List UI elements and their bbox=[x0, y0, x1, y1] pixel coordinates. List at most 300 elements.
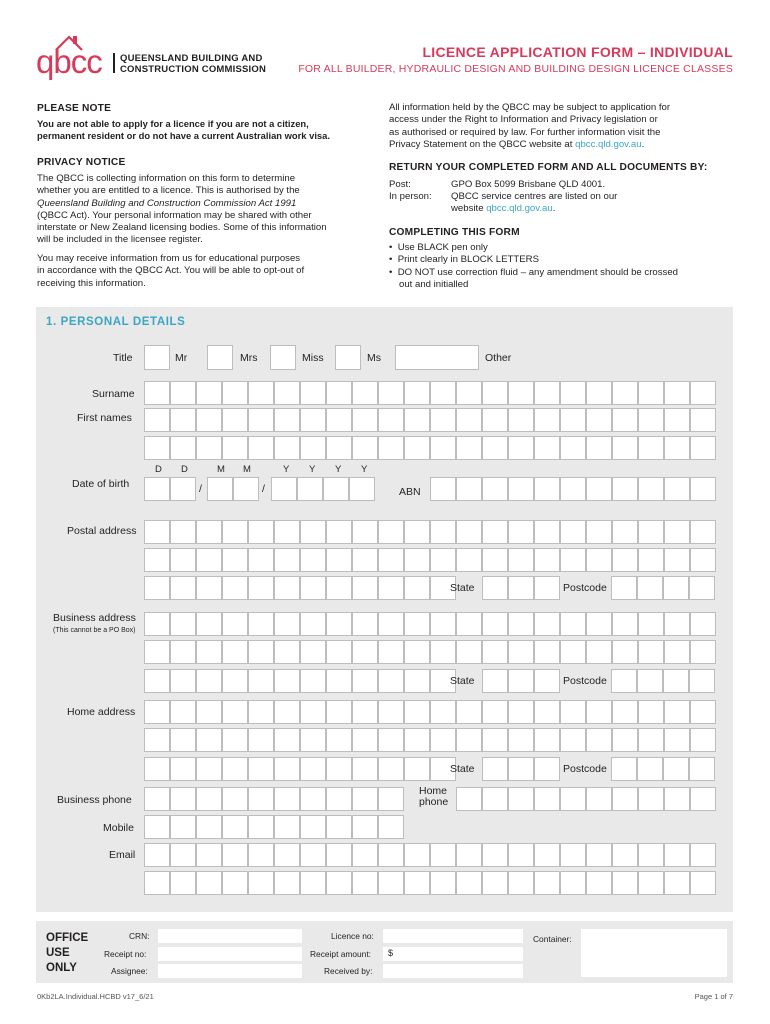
postal-address-char-box[interactable] bbox=[222, 548, 248, 572]
home-address-char-box[interactable] bbox=[248, 728, 274, 752]
postal-address-char-box[interactable] bbox=[456, 520, 482, 544]
home-address-char-box[interactable] bbox=[144, 757, 170, 781]
business-address-char-box[interactable] bbox=[352, 612, 378, 636]
postal-postcode-char-box[interactable] bbox=[663, 576, 689, 600]
home-address-char-box[interactable] bbox=[352, 728, 378, 752]
first-names-char-box[interactable] bbox=[534, 408, 560, 432]
postal-address-char-box[interactable] bbox=[248, 548, 274, 572]
business-address-char-box[interactable] bbox=[170, 640, 196, 664]
postal-state-char-box[interactable] bbox=[534, 576, 560, 600]
surname-char-box[interactable] bbox=[196, 381, 222, 405]
postal-state-char-box[interactable] bbox=[482, 576, 508, 600]
home-address-char-box[interactable] bbox=[300, 700, 326, 724]
dob-year-box[interactable] bbox=[271, 477, 297, 501]
business-address-char-box[interactable] bbox=[430, 640, 456, 664]
postal-address-char-box[interactable] bbox=[300, 520, 326, 544]
postal-address-char-box[interactable] bbox=[300, 548, 326, 572]
surname-char-box[interactable] bbox=[352, 381, 378, 405]
email-char-box[interactable] bbox=[170, 871, 196, 895]
receipt-amount-field[interactable] bbox=[383, 947, 523, 961]
first-names-char-box[interactable] bbox=[664, 436, 690, 460]
first-names-char-box[interactable] bbox=[352, 436, 378, 460]
first-names-char-box[interactable] bbox=[664, 408, 690, 432]
business-address-char-box[interactable] bbox=[378, 669, 404, 693]
surname-char-box[interactable] bbox=[508, 381, 534, 405]
first-names-char-box[interactable] bbox=[196, 436, 222, 460]
postal-postcode-char-box[interactable] bbox=[637, 576, 663, 600]
email-char-box[interactable] bbox=[664, 871, 690, 895]
email-char-box[interactable] bbox=[248, 843, 274, 867]
home-address-char-box[interactable] bbox=[326, 700, 352, 724]
business-address-char-box[interactable] bbox=[326, 612, 352, 636]
home-address-char-box[interactable] bbox=[560, 728, 586, 752]
postal-address-char-box[interactable] bbox=[248, 520, 274, 544]
surname-char-box[interactable] bbox=[638, 381, 664, 405]
first-names-char-box[interactable] bbox=[222, 436, 248, 460]
home-address-char-box[interactable] bbox=[612, 700, 638, 724]
email-char-box[interactable] bbox=[144, 871, 170, 895]
home-address-char-box[interactable] bbox=[144, 700, 170, 724]
business-phone-char-box[interactable] bbox=[300, 787, 326, 811]
home-state-char-box[interactable] bbox=[508, 757, 534, 781]
surname-char-box[interactable] bbox=[274, 381, 300, 405]
postal-address-char-box[interactable] bbox=[326, 520, 352, 544]
home-address-char-box[interactable] bbox=[170, 757, 196, 781]
email-char-box[interactable] bbox=[144, 843, 170, 867]
home-phone-char-box[interactable] bbox=[612, 787, 638, 811]
email-char-box[interactable] bbox=[612, 871, 638, 895]
postal-address-char-box[interactable] bbox=[170, 520, 196, 544]
mobile-char-box[interactable] bbox=[274, 815, 300, 839]
postal-address-char-box[interactable] bbox=[196, 576, 222, 600]
email-char-box[interactable] bbox=[638, 843, 664, 867]
home-postcode-char-box[interactable] bbox=[689, 757, 715, 781]
home-address-char-box[interactable] bbox=[352, 757, 378, 781]
surname-char-box[interactable] bbox=[248, 381, 274, 405]
surname-char-box[interactable] bbox=[664, 381, 690, 405]
first-names-char-box[interactable] bbox=[378, 408, 404, 432]
surname-char-box[interactable] bbox=[326, 381, 352, 405]
business-address-char-box[interactable] bbox=[144, 640, 170, 664]
business-state-char-box[interactable] bbox=[508, 669, 534, 693]
email-char-box[interactable] bbox=[612, 843, 638, 867]
home-address-char-box[interactable] bbox=[196, 757, 222, 781]
surname-char-box[interactable] bbox=[378, 381, 404, 405]
home-state-char-box[interactable] bbox=[482, 757, 508, 781]
email-char-box[interactable] bbox=[300, 871, 326, 895]
home-address-char-box[interactable] bbox=[560, 700, 586, 724]
postal-address-char-box[interactable] bbox=[222, 576, 248, 600]
business-address-char-box[interactable] bbox=[222, 640, 248, 664]
home-address-char-box[interactable] bbox=[456, 728, 482, 752]
home-address-char-box[interactable] bbox=[482, 728, 508, 752]
mobile-char-box[interactable] bbox=[352, 815, 378, 839]
email-char-box[interactable] bbox=[430, 843, 456, 867]
qbcc-website-link-2[interactable]: qbcc.qld.gov.au bbox=[486, 203, 553, 215]
business-address-char-box[interactable] bbox=[222, 612, 248, 636]
home-address-char-box[interactable] bbox=[222, 728, 248, 752]
email-char-box[interactable] bbox=[326, 843, 352, 867]
business-phone-char-box[interactable] bbox=[326, 787, 352, 811]
postal-address-char-box[interactable] bbox=[560, 548, 586, 572]
home-postcode-char-box[interactable] bbox=[663, 757, 689, 781]
home-address-char-box[interactable] bbox=[430, 728, 456, 752]
home-phone-char-box[interactable] bbox=[560, 787, 586, 811]
email-char-box[interactable] bbox=[430, 871, 456, 895]
business-address-char-box[interactable] bbox=[586, 640, 612, 664]
first-names-char-box[interactable] bbox=[300, 408, 326, 432]
home-address-char-box[interactable] bbox=[664, 700, 690, 724]
email-char-box[interactable] bbox=[352, 843, 378, 867]
postal-postcode-char-box[interactable] bbox=[689, 576, 715, 600]
postal-address-char-box[interactable] bbox=[352, 520, 378, 544]
business-address-char-box[interactable] bbox=[248, 640, 274, 664]
email-char-box[interactable] bbox=[326, 871, 352, 895]
business-address-char-box[interactable] bbox=[560, 612, 586, 636]
surname-char-box[interactable] bbox=[170, 381, 196, 405]
business-address-char-box[interactable] bbox=[690, 612, 716, 636]
home-phone-char-box[interactable] bbox=[456, 787, 482, 811]
email-char-box[interactable] bbox=[482, 871, 508, 895]
business-address-char-box[interactable] bbox=[352, 640, 378, 664]
business-address-char-box[interactable] bbox=[248, 669, 274, 693]
postal-address-char-box[interactable] bbox=[404, 576, 430, 600]
business-address-char-box[interactable] bbox=[144, 612, 170, 636]
business-address-char-box[interactable] bbox=[326, 640, 352, 664]
assignee-field[interactable] bbox=[158, 964, 302, 978]
business-address-char-box[interactable] bbox=[274, 669, 300, 693]
postal-state-char-box[interactable] bbox=[508, 576, 534, 600]
surname-char-box[interactable] bbox=[430, 381, 456, 405]
business-address-char-box[interactable] bbox=[352, 669, 378, 693]
abn-char-box[interactable] bbox=[664, 477, 690, 501]
business-address-char-box[interactable] bbox=[508, 612, 534, 636]
home-address-char-box[interactable] bbox=[274, 700, 300, 724]
home-address-char-box[interactable] bbox=[690, 728, 716, 752]
business-phone-char-box[interactable] bbox=[248, 787, 274, 811]
first-names-char-box[interactable] bbox=[404, 408, 430, 432]
mobile-char-box[interactable] bbox=[300, 815, 326, 839]
home-address-char-box[interactable] bbox=[248, 700, 274, 724]
postal-address-char-box[interactable] bbox=[274, 548, 300, 572]
home-state-char-box[interactable] bbox=[534, 757, 560, 781]
email-char-box[interactable] bbox=[378, 843, 404, 867]
home-phone-char-box[interactable] bbox=[638, 787, 664, 811]
business-address-char-box[interactable] bbox=[612, 640, 638, 664]
first-names-char-box[interactable] bbox=[690, 408, 716, 432]
business-address-char-box[interactable] bbox=[248, 612, 274, 636]
dob-day-box[interactable] bbox=[144, 477, 170, 501]
mobile-char-box[interactable] bbox=[222, 815, 248, 839]
first-names-char-box[interactable] bbox=[560, 408, 586, 432]
home-address-char-box[interactable] bbox=[404, 757, 430, 781]
email-char-box[interactable] bbox=[222, 871, 248, 895]
home-address-char-box[interactable] bbox=[274, 757, 300, 781]
postal-address-char-box[interactable] bbox=[482, 548, 508, 572]
business-state-char-box[interactable] bbox=[534, 669, 560, 693]
dob-year-box[interactable] bbox=[323, 477, 349, 501]
email-char-box[interactable] bbox=[274, 843, 300, 867]
home-address-char-box[interactable] bbox=[274, 728, 300, 752]
email-char-box[interactable] bbox=[586, 871, 612, 895]
postal-address-char-box[interactable] bbox=[352, 576, 378, 600]
home-address-char-box[interactable] bbox=[430, 700, 456, 724]
postal-address-char-box[interactable] bbox=[664, 520, 690, 544]
postal-postcode-char-box[interactable] bbox=[611, 576, 637, 600]
surname-char-box[interactable] bbox=[586, 381, 612, 405]
first-names-char-box[interactable] bbox=[248, 408, 274, 432]
home-address-char-box[interactable] bbox=[508, 728, 534, 752]
surname-char-box[interactable] bbox=[300, 381, 326, 405]
business-phone-char-box[interactable] bbox=[170, 787, 196, 811]
business-address-char-box[interactable] bbox=[326, 669, 352, 693]
first-names-char-box[interactable] bbox=[144, 408, 170, 432]
title-miss-checkbox[interactable] bbox=[270, 345, 296, 370]
business-postcode-char-box[interactable] bbox=[689, 669, 715, 693]
first-names-char-box[interactable] bbox=[586, 408, 612, 432]
home-address-char-box[interactable] bbox=[170, 728, 196, 752]
home-phone-char-box[interactable] bbox=[482, 787, 508, 811]
business-address-char-box[interactable] bbox=[612, 612, 638, 636]
postal-address-char-box[interactable] bbox=[326, 548, 352, 572]
first-names-char-box[interactable] bbox=[612, 436, 638, 460]
postal-address-char-box[interactable] bbox=[222, 520, 248, 544]
postal-address-char-box[interactable] bbox=[612, 520, 638, 544]
mobile-char-box[interactable] bbox=[196, 815, 222, 839]
home-address-char-box[interactable] bbox=[638, 700, 664, 724]
postal-address-char-box[interactable] bbox=[586, 520, 612, 544]
business-address-char-box[interactable] bbox=[404, 640, 430, 664]
email-char-box[interactable] bbox=[456, 843, 482, 867]
business-state-char-box[interactable] bbox=[482, 669, 508, 693]
business-address-char-box[interactable] bbox=[534, 612, 560, 636]
surname-char-box[interactable] bbox=[560, 381, 586, 405]
email-char-box[interactable] bbox=[248, 871, 274, 895]
postal-address-char-box[interactable] bbox=[690, 520, 716, 544]
email-char-box[interactable] bbox=[560, 843, 586, 867]
home-address-char-box[interactable] bbox=[378, 728, 404, 752]
business-address-char-box[interactable] bbox=[534, 640, 560, 664]
first-names-char-box[interactable] bbox=[456, 436, 482, 460]
postal-address-char-box[interactable] bbox=[352, 548, 378, 572]
home-address-char-box[interactable] bbox=[456, 700, 482, 724]
postal-address-char-box[interactable] bbox=[248, 576, 274, 600]
postal-address-char-box[interactable] bbox=[196, 520, 222, 544]
first-names-char-box[interactable] bbox=[508, 436, 534, 460]
container-field[interactable] bbox=[581, 929, 727, 977]
home-address-char-box[interactable] bbox=[508, 700, 534, 724]
postal-address-char-box[interactable] bbox=[378, 576, 404, 600]
email-char-box[interactable] bbox=[352, 871, 378, 895]
email-char-box[interactable] bbox=[404, 843, 430, 867]
email-char-box[interactable] bbox=[586, 843, 612, 867]
business-phone-char-box[interactable] bbox=[144, 787, 170, 811]
business-address-char-box[interactable] bbox=[430, 612, 456, 636]
first-names-char-box[interactable] bbox=[326, 436, 352, 460]
surname-char-box[interactable] bbox=[404, 381, 430, 405]
first-names-char-box[interactable] bbox=[638, 436, 664, 460]
home-address-char-box[interactable] bbox=[196, 700, 222, 724]
email-char-box[interactable] bbox=[222, 843, 248, 867]
home-address-char-box[interactable] bbox=[404, 700, 430, 724]
first-names-char-box[interactable] bbox=[560, 436, 586, 460]
home-address-char-box[interactable] bbox=[378, 700, 404, 724]
postal-address-char-box[interactable] bbox=[144, 520, 170, 544]
business-phone-char-box[interactable] bbox=[378, 787, 404, 811]
first-names-char-box[interactable] bbox=[196, 408, 222, 432]
dob-day-box[interactable] bbox=[170, 477, 196, 501]
title-ms-checkbox[interactable] bbox=[335, 345, 361, 370]
crn-field[interactable] bbox=[158, 929, 302, 943]
email-char-box[interactable] bbox=[274, 871, 300, 895]
postal-address-char-box[interactable] bbox=[196, 548, 222, 572]
business-address-char-box[interactable] bbox=[664, 640, 690, 664]
home-address-char-box[interactable] bbox=[586, 700, 612, 724]
received-by-field[interactable] bbox=[383, 964, 523, 978]
home-postcode-char-box[interactable] bbox=[611, 757, 637, 781]
business-address-char-box[interactable] bbox=[170, 612, 196, 636]
postal-address-char-box[interactable] bbox=[612, 548, 638, 572]
surname-char-box[interactable] bbox=[456, 381, 482, 405]
email-char-box[interactable] bbox=[378, 871, 404, 895]
postal-address-char-box[interactable] bbox=[508, 520, 534, 544]
business-phone-char-box[interactable] bbox=[274, 787, 300, 811]
email-char-box[interactable] bbox=[560, 871, 586, 895]
home-phone-char-box[interactable] bbox=[508, 787, 534, 811]
surname-char-box[interactable] bbox=[222, 381, 248, 405]
business-postcode-char-box[interactable] bbox=[663, 669, 689, 693]
email-char-box[interactable] bbox=[300, 843, 326, 867]
qbcc-website-link[interactable]: qbcc.qld.gov.au bbox=[575, 138, 642, 150]
home-address-char-box[interactable] bbox=[352, 700, 378, 724]
postal-address-char-box[interactable] bbox=[534, 548, 560, 572]
business-phone-char-box[interactable] bbox=[352, 787, 378, 811]
email-char-box[interactable] bbox=[508, 843, 534, 867]
home-address-char-box[interactable] bbox=[326, 728, 352, 752]
email-char-box[interactable] bbox=[508, 871, 534, 895]
postal-address-char-box[interactable] bbox=[664, 548, 690, 572]
postal-address-char-box[interactable] bbox=[378, 548, 404, 572]
abn-char-box[interactable] bbox=[638, 477, 664, 501]
home-address-char-box[interactable] bbox=[586, 728, 612, 752]
postal-address-char-box[interactable] bbox=[560, 520, 586, 544]
dob-month-box[interactable] bbox=[207, 477, 233, 501]
abn-char-box[interactable] bbox=[508, 477, 534, 501]
first-names-char-box[interactable] bbox=[430, 408, 456, 432]
business-phone-char-box[interactable] bbox=[222, 787, 248, 811]
business-address-char-box[interactable] bbox=[196, 612, 222, 636]
email-char-box[interactable] bbox=[482, 843, 508, 867]
home-address-char-box[interactable] bbox=[638, 728, 664, 752]
first-names-char-box[interactable] bbox=[352, 408, 378, 432]
business-address-char-box[interactable] bbox=[586, 612, 612, 636]
first-names-char-box[interactable] bbox=[586, 436, 612, 460]
business-address-char-box[interactable] bbox=[456, 640, 482, 664]
home-address-char-box[interactable] bbox=[144, 728, 170, 752]
postal-address-char-box[interactable] bbox=[690, 548, 716, 572]
postal-address-char-box[interactable] bbox=[170, 576, 196, 600]
email-char-box[interactable] bbox=[196, 843, 222, 867]
email-char-box[interactable] bbox=[534, 843, 560, 867]
abn-char-box[interactable] bbox=[690, 477, 716, 501]
first-names-char-box[interactable] bbox=[482, 436, 508, 460]
business-address-char-box[interactable] bbox=[196, 640, 222, 664]
title-mr-checkbox[interactable] bbox=[144, 345, 170, 370]
business-postcode-char-box[interactable] bbox=[611, 669, 637, 693]
email-char-box[interactable] bbox=[690, 843, 716, 867]
postal-address-char-box[interactable] bbox=[638, 520, 664, 544]
postal-address-char-box[interactable] bbox=[430, 548, 456, 572]
home-postcode-char-box[interactable] bbox=[637, 757, 663, 781]
home-phone-char-box[interactable] bbox=[664, 787, 690, 811]
first-names-char-box[interactable] bbox=[404, 436, 430, 460]
home-address-char-box[interactable] bbox=[170, 700, 196, 724]
business-address-char-box[interactable] bbox=[482, 640, 508, 664]
postal-address-char-box[interactable] bbox=[430, 520, 456, 544]
abn-char-box[interactable] bbox=[430, 477, 456, 501]
postal-address-char-box[interactable] bbox=[144, 548, 170, 572]
postal-address-char-box[interactable] bbox=[508, 548, 534, 572]
first-names-char-box[interactable] bbox=[690, 436, 716, 460]
first-names-char-box[interactable] bbox=[170, 408, 196, 432]
business-address-char-box[interactable] bbox=[170, 669, 196, 693]
home-address-char-box[interactable] bbox=[326, 757, 352, 781]
surname-char-box[interactable] bbox=[482, 381, 508, 405]
first-names-char-box[interactable] bbox=[612, 408, 638, 432]
business-address-char-box[interactable] bbox=[196, 669, 222, 693]
home-address-char-box[interactable] bbox=[222, 700, 248, 724]
home-address-char-box[interactable] bbox=[300, 728, 326, 752]
first-names-char-box[interactable] bbox=[456, 408, 482, 432]
business-address-char-box[interactable] bbox=[638, 640, 664, 664]
business-address-char-box[interactable] bbox=[404, 669, 430, 693]
postal-address-char-box[interactable] bbox=[274, 576, 300, 600]
first-names-char-box[interactable] bbox=[534, 436, 560, 460]
business-address-char-box[interactable] bbox=[378, 612, 404, 636]
home-phone-char-box[interactable] bbox=[534, 787, 560, 811]
email-char-box[interactable] bbox=[534, 871, 560, 895]
business-address-char-box[interactable] bbox=[144, 669, 170, 693]
email-char-box[interactable] bbox=[404, 871, 430, 895]
first-names-char-box[interactable] bbox=[378, 436, 404, 460]
mobile-char-box[interactable] bbox=[326, 815, 352, 839]
home-phone-char-box[interactable] bbox=[690, 787, 716, 811]
home-address-char-box[interactable] bbox=[248, 757, 274, 781]
abn-char-box[interactable] bbox=[482, 477, 508, 501]
postal-address-char-box[interactable] bbox=[482, 520, 508, 544]
email-char-box[interactable] bbox=[664, 843, 690, 867]
email-char-box[interactable] bbox=[170, 843, 196, 867]
business-postcode-char-box[interactable] bbox=[637, 669, 663, 693]
surname-char-box[interactable] bbox=[144, 381, 170, 405]
mobile-char-box[interactable] bbox=[170, 815, 196, 839]
business-address-char-box[interactable] bbox=[378, 640, 404, 664]
home-address-char-box[interactable] bbox=[378, 757, 404, 781]
first-names-char-box[interactable] bbox=[638, 408, 664, 432]
postal-address-char-box[interactable] bbox=[300, 576, 326, 600]
mobile-char-box[interactable] bbox=[144, 815, 170, 839]
mobile-char-box[interactable] bbox=[248, 815, 274, 839]
first-names-char-box[interactable] bbox=[248, 436, 274, 460]
abn-char-box[interactable] bbox=[612, 477, 638, 501]
home-address-char-box[interactable] bbox=[534, 728, 560, 752]
first-names-char-box[interactable] bbox=[170, 436, 196, 460]
home-address-char-box[interactable] bbox=[612, 728, 638, 752]
home-address-char-box[interactable] bbox=[404, 728, 430, 752]
postal-address-char-box[interactable] bbox=[404, 548, 430, 572]
home-address-char-box[interactable] bbox=[534, 700, 560, 724]
postal-address-char-box[interactable] bbox=[638, 548, 664, 572]
